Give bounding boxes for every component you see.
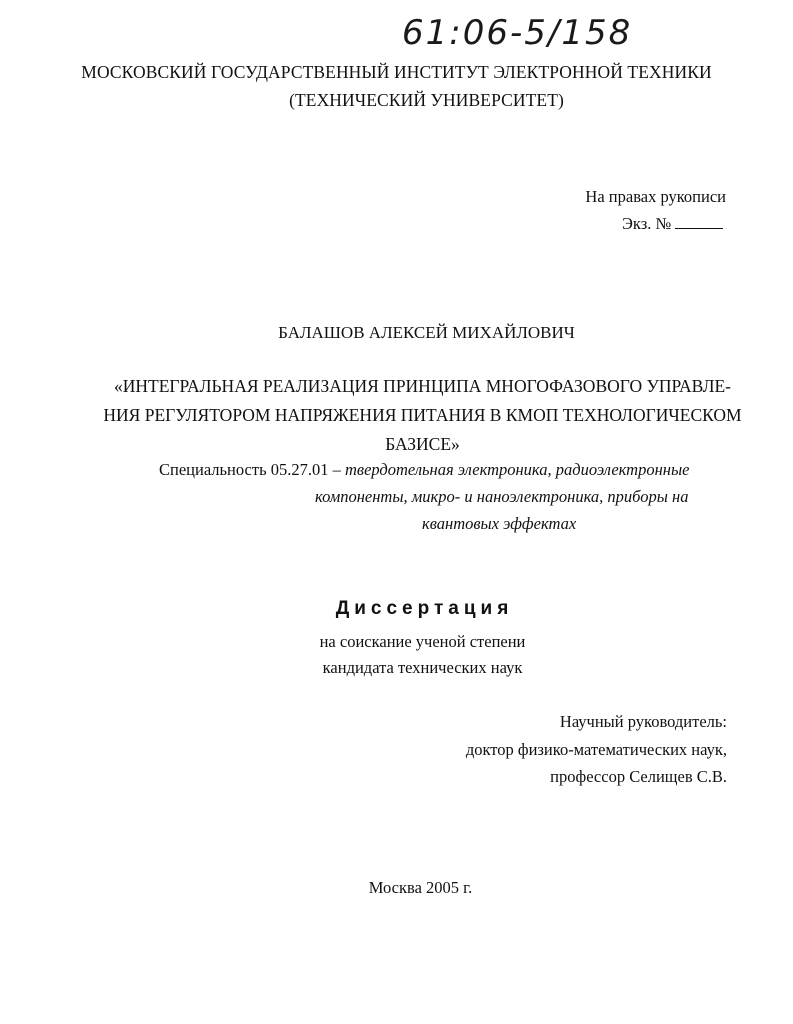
author-name: БАЛАШОВ АЛЕКСЕЙ МИХАЙЛОВИЧ: [278, 323, 575, 342]
specialty-label: Специальность 05.27.01 –: [159, 460, 341, 479]
supervisor-name: профессор Селищев С.В.: [550, 767, 727, 786]
title-line-3: БАЗИСЕ»: [385, 434, 460, 454]
degree-line-1: на соискание ученой степени: [319, 632, 526, 651]
supervisor-label: Научный руководитель:: [559, 712, 727, 731]
city-year: Москва 2005 г.: [368, 878, 473, 897]
specialty-line-1: твердотельная электроника, радиоэлектронные: [344, 460, 690, 479]
institute-name: МОСКОВСКИЙ ГОСУДАРСТВЕННЫЙ ИНСТИТУТ ЭЛЕКТРОННОЙ ТЕХНИКИ: [81, 62, 712, 82]
supervisor-degree: доктор физико-математических наук,: [465, 740, 727, 759]
specialty: [159, 460, 689, 480]
copy-number-label: Экз. №: [622, 214, 672, 233]
specialty-line-3: квантовых эффектах: [422, 514, 577, 533]
archive-mark-text: 61:06-5/158: [402, 13, 633, 53]
institute-subtitle: (ТЕХНИЧЕСКИЙ УНИВЕРСИТЕТ): [289, 90, 564, 110]
degree-line-2: кандидата технических наук: [322, 658, 523, 677]
specialty-line-2: компоненты, микро- и наноэлектроника, приборы на: [315, 487, 689, 506]
copy-number-blank: [675, 214, 723, 229]
dissertation-heading: Диссертация: [335, 598, 514, 619]
manuscript-rights: На правах рукописи: [585, 187, 726, 206]
copy-number: [622, 214, 723, 234]
archive-mark: [398, 4, 638, 56]
title-line-1: «ИНТЕГРАЛЬНАЯ РЕАЛИЗАЦИЯ ПРИНЦИПА МНОГОФАЗОВОГО УПРАВЛЕ-: [113, 376, 732, 396]
title-line-2: НИЯ РЕГУЛЯТОРОМ НАПРЯЖЕНИЯ ПИТАНИЯ В КМОП ТЕХНОЛОГИЧЕСКОМ: [103, 405, 742, 425]
